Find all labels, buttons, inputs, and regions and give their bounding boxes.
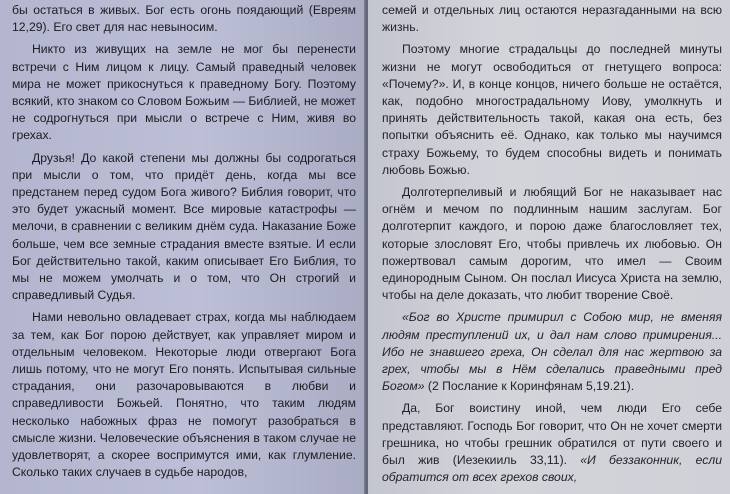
left-paragraph-3: Друзья! До какой степени мы должны бы содрогаться при мысли о том, что придёт день, когда мы все предстанем перед судом Бога живого? Библия говорит, что это будет ужасный момент. Все мировые катастрофы — мелочи, в сравнении с великим днём суда. Наказание Боже больше, чем все земные страдания вместе взятые. И если Бог действительно такой, каким описывает Его Библия, то мы не можем умолчать и о том, что Он строгий и справедливый Судья.	[12, 150, 356, 303]
left-paragraph-1: бы остаться в живых. Бог есть огонь поядающий (Евреям 12,29). Его свет для нас невыносим.	[12, 3, 356, 35]
right-paragraph-3: Долготерпеливый и любящий Бог не наказывает нас огнём и мечом по подлинным нашим заслугам. Бог долготерпит каждого, и порою даже благословляет тех, которые злословят Его, чтобы привлечь их любовью. Он пожертвовал самым дорогим, что имел — Своим единородным Сыном. Он послал Иисуса Христа на землю, чтобы на деле доказать, что любит творение Своё.	[382, 185, 722, 303]
left-paragraph-4: Нами невольно овладевает страх, когда мы наблюдаем за тем, как Бог порою действует, как управляет миром и отдельным человеком. Некоторые люди отвергают Бога лишь потому, что не могут Его понять. Испытывая сильные страдания, они разочаровываются в любви и справедливости Божьей. Понятно, что таким людям несколько набожных фраз не помогут разобраться в смысле жизни. Человеческие объяснения в таком случае не удовлетворят, а скорее воспримутся ими, как глумление. Сколько таких случаев в судьбе народов,	[12, 310, 356, 480]
right-page	[368, 0, 730, 494]
left-paragraph-2: Никто из живущих на земле не мог бы перенести встречи с Ним лицом к лицу. Самый праведный человек мира не может прикоснуться к праведному Богу. Поэтому всякий, кто знаком со Словом Божьим — Библией, не может не содрогнуться при мысли о встрече с Ним, живя во грехах.	[12, 42, 356, 143]
right-paragraph-2: Поэтому многие страдальцы до последней минуты жизни не могут освободиться от гнетущего вопроса: «Почему?». И, в конце концов, ничего больше не остаётся, как, подобно многострадальному Иову, умолкнуть и принять действительность такой, какая она есть, без попытки объяснить её. Однако, как только мы научимся страху Божьему, то будем способны видеть и понимать любовь Божью.	[382, 42, 722, 177]
right-last-paragraph	[382, 400, 722, 486]
right-paragraph-1: семей и отдельных лиц остаются неразгаданными на всю жизнь.	[382, 3, 722, 35]
right-quote-paragraph	[382, 309, 722, 395]
scripture-reference: (2 Послание к Коринфянам 5,19.21).	[424, 379, 635, 394]
right-last-quote: «И беззаконник, если обратится от всех грехов своих,	[382, 453, 722, 485]
right-last-text: Да, Бог воистину иной, чем люди Его себе представляют. Господь Бог говорит, что Он не хочет смерти грешника, но чтобы грешник обратился от пути своего и был жив (Иезекииль 33,11).	[382, 401, 722, 468]
scripture-quote: «Бог во Христе примирил с Собою мир, не вменяя людям преступлений их, и дал нам слово примирения... Ибо не знавшего греха, Он сделал для нас жертвою за грех, чтобы мы в Нём сделались праведными пред Богом»	[382, 310, 722, 394]
